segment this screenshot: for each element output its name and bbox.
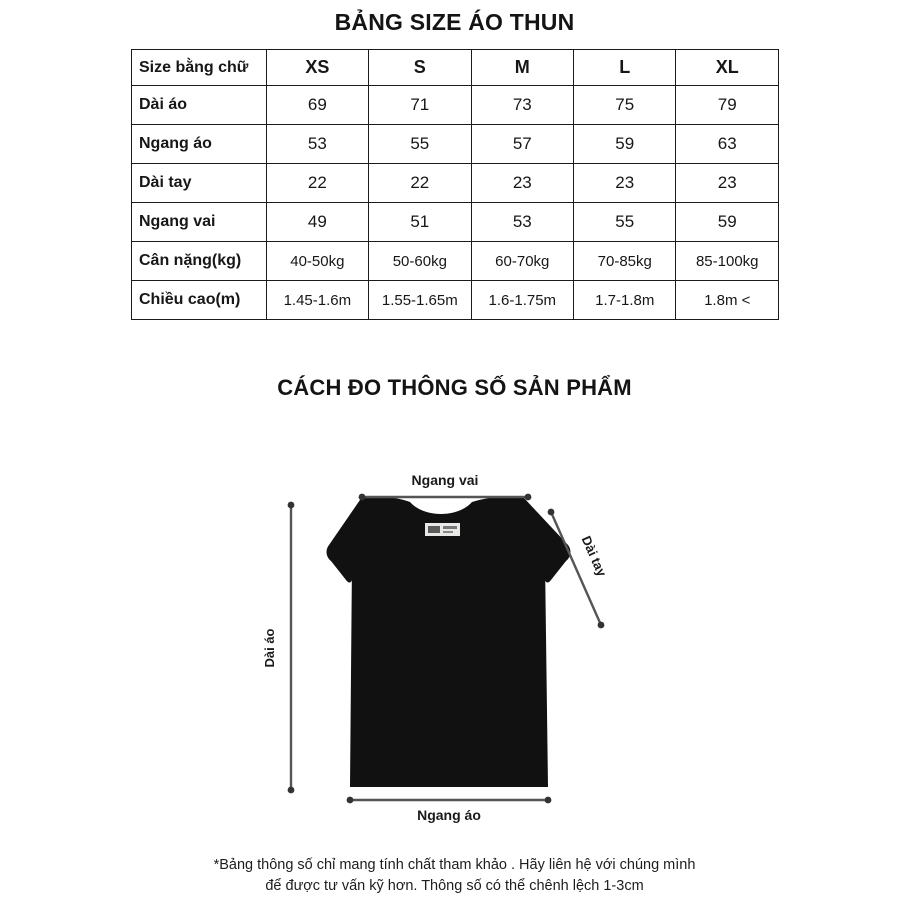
row-label-dai-ao: Dài áo [132,86,267,125]
cell-dai-ao-l: 75 [574,86,676,125]
cell-dai-tay-l: 23 [574,164,676,203]
cell-dai-ao-xs: 69 [266,86,368,125]
table-row [132,203,779,242]
cell-dai-tay-s: 22 [369,164,471,203]
cell-ngang-vai-xs: 49 [266,203,368,242]
table-header-label: Size bằng chữ [132,50,267,86]
cell-dai-tay-xl: 23 [676,164,779,203]
cell-chieu-cao-xs: 1.45-1.6m [266,281,368,320]
row-label-ngang-ao: Ngang áo [132,125,267,164]
chest-measure-line [347,797,552,804]
cell-ngang-vai-l: 55 [574,203,676,242]
cell-chieu-cao-s: 1.55-1.65m [369,281,471,320]
disclaimer-note [0,855,909,897]
cell-ngang-ao-xl: 63 [676,125,779,164]
row-label-ngang-vai: Ngang vai [132,203,267,242]
row-label-can-nang: Cân nặng(kg) [132,242,267,281]
page-title: BẢNG SIZE ÁO THUN [334,9,575,35]
measurement-section-title: CÁCH ĐO THÔNG SỐ SẢN PHẨM [277,375,632,400]
table-header-row [132,50,779,86]
chest-label: Ngang áo [417,807,481,823]
tshirt-illustration [327,496,571,787]
cell-ngang-vai-xl: 59 [676,203,779,242]
length-label: Dài áo [262,628,277,668]
table-header-size-xs: XS [266,50,368,86]
cell-chieu-cao-m: 1.6-1.75m [471,281,573,320]
table-header-size-l: L [574,50,676,86]
cell-ngang-ao-xs: 53 [266,125,368,164]
table-row [132,86,779,125]
table-header-size-xl: XL [676,50,779,86]
row-label-chieu-cao: Chiều cao(m) [132,281,267,320]
cell-can-nang-m: 60-70kg [471,242,573,281]
cell-ngang-vai-m: 53 [471,203,573,242]
row-label-dai-tay: Dài tay [132,164,267,203]
cell-can-nang-s: 50-60kg [369,242,471,281]
table-header-size-s: S [369,50,471,86]
cell-dai-tay-m: 23 [471,164,573,203]
table-header-size-m: M [471,50,573,86]
table-row [132,242,779,281]
cell-dai-ao-xl: 79 [676,86,779,125]
cell-ngang-vai-s: 51 [369,203,471,242]
cell-can-nang-xs: 40-50kg [266,242,368,281]
cell-dai-ao-m: 73 [471,86,573,125]
cell-dai-tay-xs: 22 [266,164,368,203]
cell-can-nang-l: 70-85kg [574,242,676,281]
length-measure-line [288,502,295,794]
sleeve-label: Dài tay [578,533,610,579]
table-row [132,281,779,320]
cell-ngang-ao-s: 55 [369,125,471,164]
measurement-diagram [0,440,909,840]
cell-ngang-ao-m: 57 [471,125,573,164]
cell-chieu-cao-l: 1.7-1.8m [574,281,676,320]
disclaimer-line-2: để được tư vấn kỹ hơn. Thông số có thể chênh lệch 1-3cm [265,878,644,894]
shoulder-label: Ngang vai [411,472,479,488]
cell-chieu-cao-xl: 1.8m < [676,281,779,320]
disclaimer-line-1: *Bảng thông số chỉ mang tính chất tham khảo . Hãy liên hệ với chúng mình [213,857,696,873]
cell-ngang-ao-l: 59 [574,125,676,164]
cell-can-nang-xl: 85-100kg [676,242,779,281]
table-row [132,125,779,164]
size-chart-table [131,49,779,320]
table-row [132,164,779,203]
cell-dai-ao-s: 71 [369,86,471,125]
